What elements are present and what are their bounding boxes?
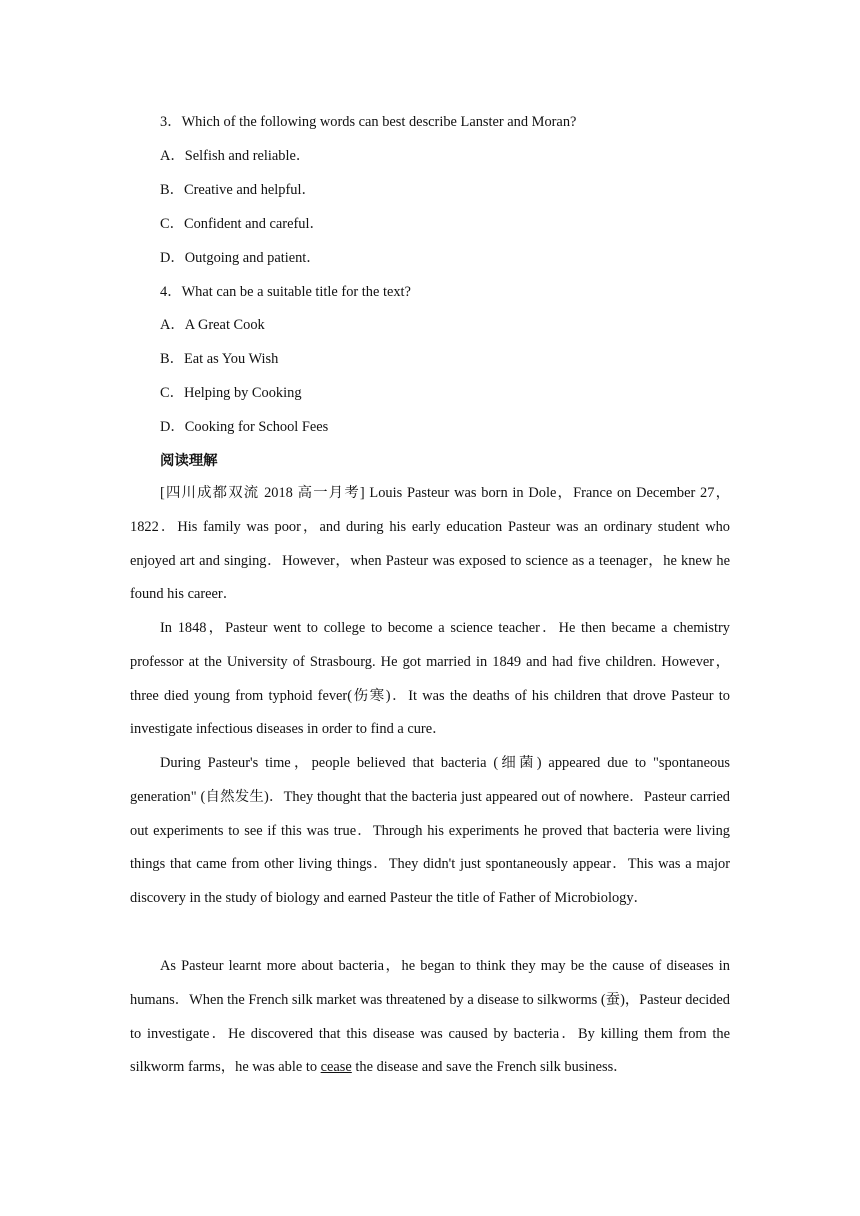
question-4-option-b: B．Eat as You Wish xyxy=(160,351,279,367)
passage-paragraph-3: During Pasteur's time，people believed that bacteria (细菌) appeared due to "spontaneous generation" (自然发生)．They thought that the bacteria just appeared out of nowhere．Pasteur carried out experiments to see if this was true．Through his experiments he proved that bacteria were living things that came from other living things．They didn't just spontaneously appear．This was a major discovery in the study of biology and earned Pasteur the title of Father of Microbiology． xyxy=(130,755,730,907)
underlined-word: cease xyxy=(320,1059,352,1076)
passage-paragraph-4 xyxy=(130,950,730,1085)
passage-paragraph-2: In 1848，Pasteur went to college to become a science teacher．He then became a chemistry professor at the University of Strasbourg. He got married in 1849 and had five children. However，three died young from typhoid fever(伤寒)．It was the deaths of his children that drove Pasteur to investigate infectious diseases in order to find a cure． xyxy=(130,620,730,738)
question-4-stem: 4．What can be a suitable title for the text? xyxy=(160,284,411,300)
section-heading: 阅读理解 xyxy=(160,453,218,469)
passage-paragraph-1: [四川成都双流 2018 高一月考] Louis Pasteur was born in Dole，France on December 27，1822．His family was poor，and during his early education Pasteur was an ordinary student who enjoyed art and singing．However，when Pasteur was exposed to science as a teenager，he knew he found his career． xyxy=(130,485,730,603)
question-4-option-c: C．Helping by Cooking xyxy=(160,385,302,401)
question-3-option-a: A．Selfish and reliable． xyxy=(160,148,311,164)
question-3-option-d: D．Outgoing and patient． xyxy=(160,250,321,266)
question-4-option-a: A．A Great Cook xyxy=(160,317,265,333)
paragraph-4-text-before: As Pasteur learnt more about bacteria，he began to think they may be the cause of diseases in humans．When the French silk market was threatened by a disease to silkworms (蚕)，Pasteur decided to investigate．He discovered that this disease was caused by bacteria．By killing them from the silkworm farms，he was able to xyxy=(130,958,730,1076)
question-3-stem: 3．Which of the following words can best describe Lanster and Moran? xyxy=(160,114,577,130)
paragraph-4-text-after: the disease and save the French silk business． xyxy=(351,1059,628,1076)
question-3-option-b: B．Creative and helpful． xyxy=(160,182,316,198)
question-4-option-d: D．Cooking for School Fees xyxy=(160,419,329,435)
question-3-option-c: C．Confident and careful． xyxy=(160,216,324,232)
